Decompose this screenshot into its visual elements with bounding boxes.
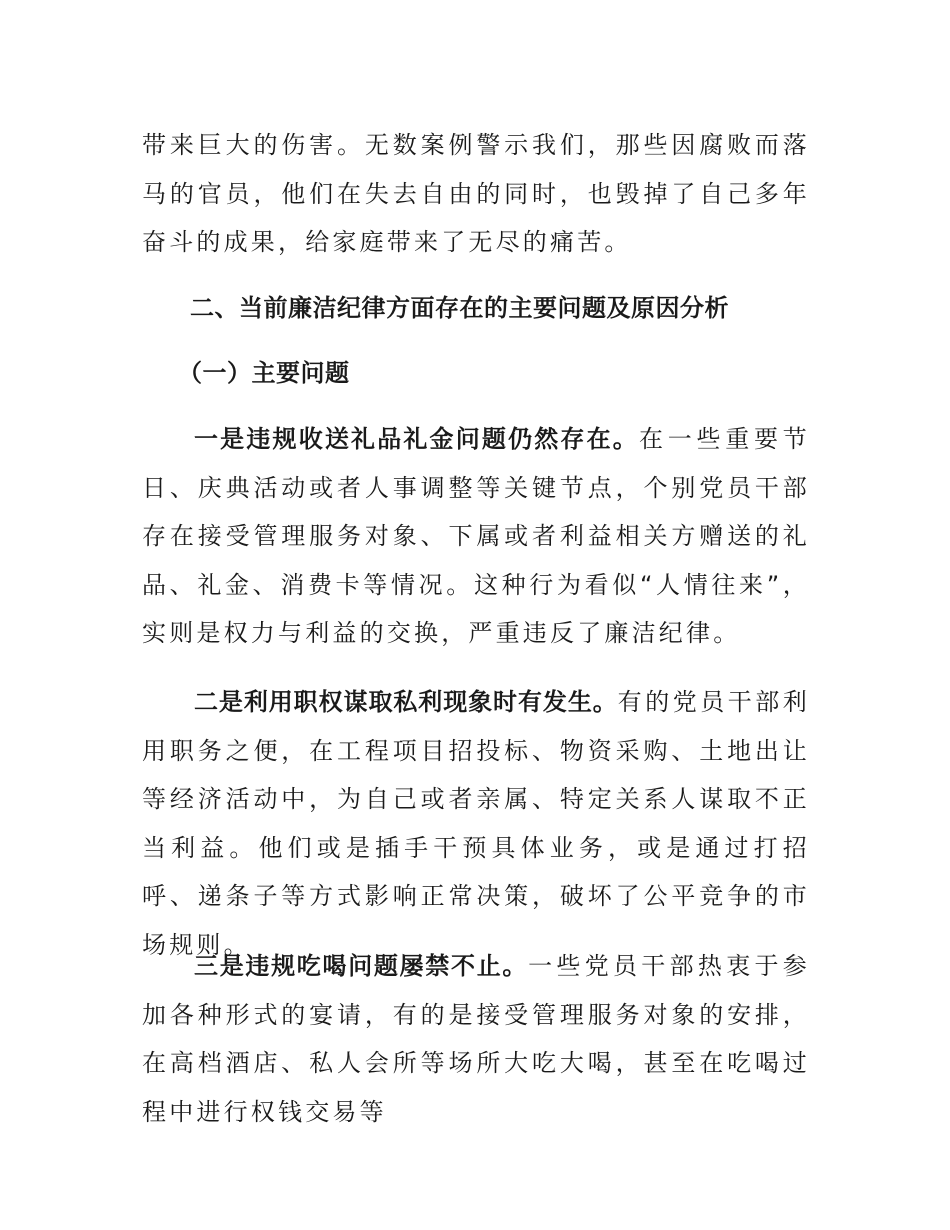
problem-lead-2: 二是利用职权谋取私利现象时有发生。: [194, 688, 618, 716]
section-heading: 二、当前廉洁纪律方面存在的主要问题及原因分析: [190, 294, 729, 322]
problem-paragraph-1: [142, 415, 810, 658]
problem-lead-1: 一是违规收送礼品礼金问题仍然存在。: [194, 425, 639, 453]
problem-lead-3: 三是违规吃喝问题屡禁不止。: [194, 952, 529, 980]
problem-paragraph-2: [142, 678, 810, 969]
problem-text-1: 在一些重要节日、庆典活动或者人事调整等关键节点，个别党员干部存在接受管理服务对象、下属或者利益相关方赠送的礼品、礼金、消费卡等情况。这种行为看似“人情往来”，实则是权力与利益的交换，严重违反了廉洁纪律。: [142, 425, 810, 647]
intro-paragraph: 带来巨大的伤害。无数案例警示我们，那些因腐败而落马的官员，他们在失去自由的同时，也毁掉了自己多年奋斗的成果，给家庭带来了无尽的痛苦。: [142, 131, 810, 256]
subsection-heading: （一）主要问题: [178, 359, 350, 387]
problem-text-3: 一些党员干部热衷于参加各种形式的宴请，有的是接受管理服务对象的安排，在高档酒店、私人会所等场所大吃大喝，甚至在吃喝过程中进行权钱交易等: [142, 952, 810, 1126]
problem-text-2: 有的党员干部利用职务之便，在工程项目招投标、物资采购、土地出让等经济活动中，为自己或者亲属、特定关系人谋取不正当利益。他们或是插手干预具体业务，或是通过打招呼、递条子等方式影响正常决策，破坏了公平竞争的市场规则。: [142, 688, 810, 959]
problem-paragraph-3: [142, 942, 810, 1136]
